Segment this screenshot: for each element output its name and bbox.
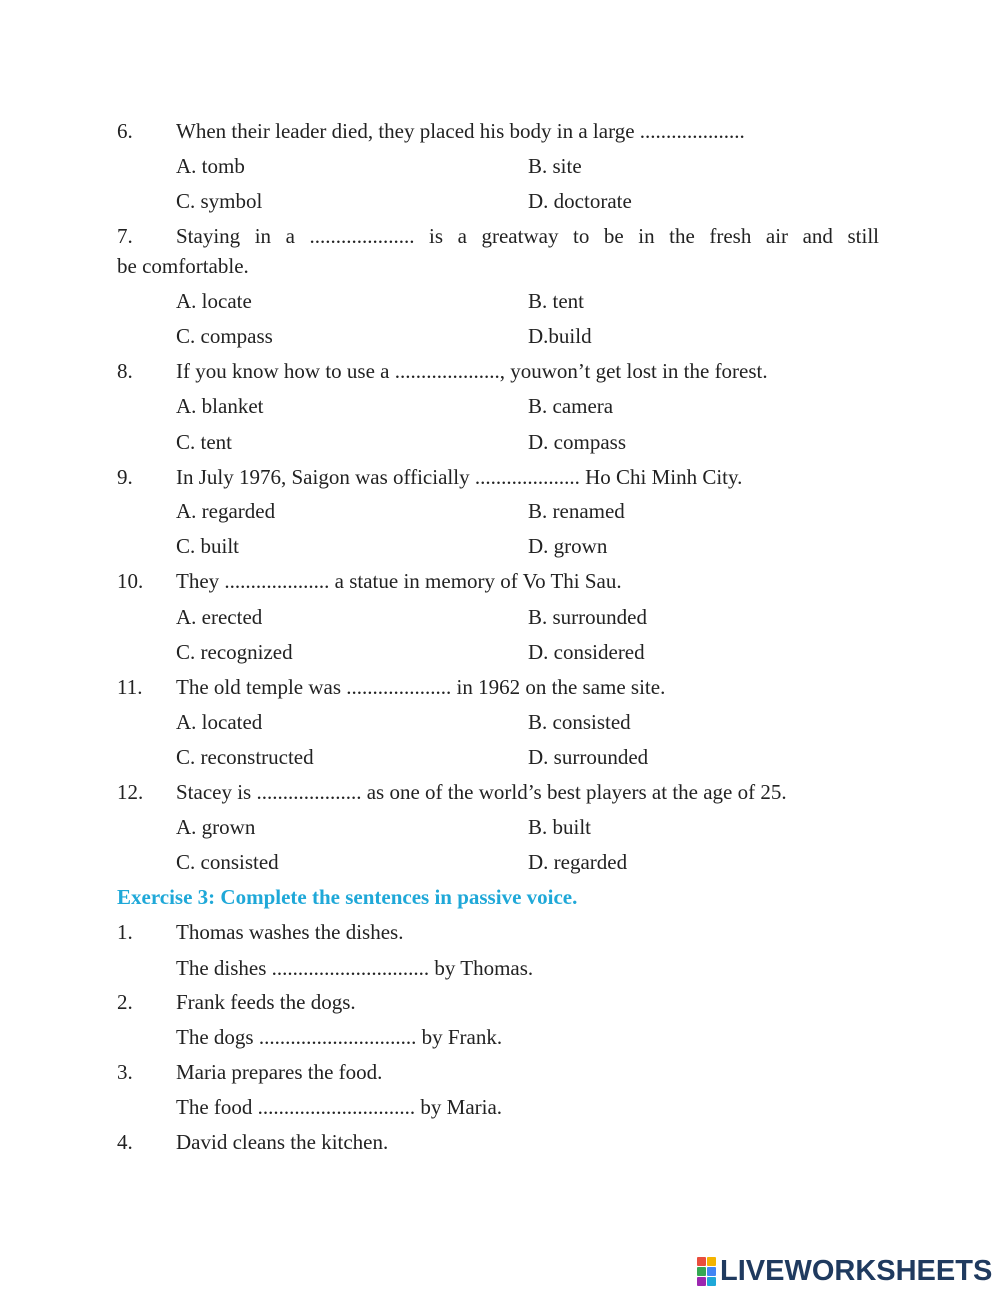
exercise-sentence: David cleans the kitchen.	[176, 1130, 389, 1154]
question-number: 8.	[117, 359, 133, 383]
logo-square	[697, 1267, 706, 1276]
option-b[interactable]: B. consisted	[528, 710, 631, 734]
exercise-sentence: Maria prepares the food.	[176, 1060, 383, 1084]
question-number: 7.	[117, 224, 133, 248]
option-c[interactable]: C. consisted	[176, 850, 279, 874]
question-number: 11.	[117, 675, 143, 699]
question-number: 10.	[117, 569, 144, 593]
option-d[interactable]: D. grown	[528, 534, 608, 558]
question-text: If you know how to use a ...................., youwon’t get lost in the forest.	[176, 359, 768, 383]
option-d[interactable]: D. doctorate	[528, 189, 632, 213]
question-text: Staying in a .................... is a greatway to be in the fresh air and still	[176, 224, 879, 248]
exercise-sentence: Thomas washes the dishes.	[176, 920, 404, 944]
exercise-answer-line[interactable]: The dishes .............................. by Thomas.	[176, 956, 534, 980]
option-b[interactable]: B. built	[528, 815, 592, 839]
question-number: 12.	[117, 780, 144, 804]
option-b[interactable]: B. renamed	[528, 499, 625, 523]
option-c[interactable]: C. tent	[176, 430, 232, 454]
option-d[interactable]: D. compass	[528, 430, 626, 454]
option-b[interactable]: B. camera	[528, 394, 614, 418]
logo-square	[697, 1277, 706, 1286]
option-b[interactable]: B. surrounded	[528, 605, 647, 629]
exercise-item-number: 2.	[117, 990, 133, 1014]
exercise-sentence: Frank feeds the dogs.	[176, 990, 356, 1014]
option-b[interactable]: B. tent	[528, 289, 584, 313]
question-text: Stacey is .................... as one of the world’s best players at the age of 25.	[176, 780, 787, 804]
option-d[interactable]: D.build	[528, 324, 592, 348]
option-a[interactable]: A. grown	[176, 815, 256, 839]
option-d[interactable]: D. regarded	[528, 850, 628, 874]
question-text: The old temple was .................... in 1962 on the same site.	[176, 675, 666, 699]
option-a[interactable]: A. erected	[176, 605, 263, 629]
exercise-heading: Exercise 3: Complete the sentences in passive voice.	[117, 885, 578, 909]
exercise-item-number: 4.	[117, 1130, 133, 1154]
question-number: 6.	[117, 119, 133, 143]
option-c[interactable]: C. symbol	[176, 189, 263, 213]
option-a[interactable]: A. locate	[176, 289, 252, 313]
liveworksheets-logo	[697, 1254, 992, 1288]
question-number: 9.	[117, 465, 133, 489]
logo-square	[707, 1277, 716, 1286]
logo-square	[707, 1257, 716, 1266]
exercise-answer-line[interactable]: The food .............................. by Maria.	[176, 1095, 503, 1119]
question-text: In July 1976, Saigon was officially .................... Ho Chi Minh City.	[176, 465, 743, 489]
option-a[interactable]: A. tomb	[176, 154, 245, 178]
logo-square	[697, 1257, 706, 1266]
option-c[interactable]: C. built	[176, 534, 240, 558]
logo-square	[707, 1267, 716, 1276]
option-a[interactable]: A. regarded	[176, 499, 276, 523]
option-b[interactable]: B. site	[528, 154, 582, 178]
logo-text: LIVEWORKSHEETS	[720, 1255, 993, 1287]
exercise-item-number: 1.	[117, 920, 133, 944]
liveworksheets-logo-icon	[697, 1257, 716, 1286]
option-a[interactable]: A. located	[176, 710, 263, 734]
question-text-continued: be comfortable.	[117, 254, 249, 278]
option-c[interactable]: C. compass	[176, 324, 273, 348]
option-a[interactable]: A. blanket	[176, 394, 264, 418]
option-c[interactable]: C. reconstructed	[176, 745, 314, 769]
exercise-answer-line[interactable]: The dogs .............................. by Frank.	[176, 1025, 503, 1049]
question-text: When their leader died, they placed his body in a large ....................	[176, 119, 745, 143]
question-text: They .................... a statue in memory of Vo Thi Sau.	[176, 569, 622, 593]
option-c[interactable]: C. recognized	[176, 640, 293, 664]
option-d[interactable]: D. surrounded	[528, 745, 649, 769]
option-d[interactable]: D. considered	[528, 640, 645, 664]
exercise-item-number: 3.	[117, 1060, 133, 1084]
